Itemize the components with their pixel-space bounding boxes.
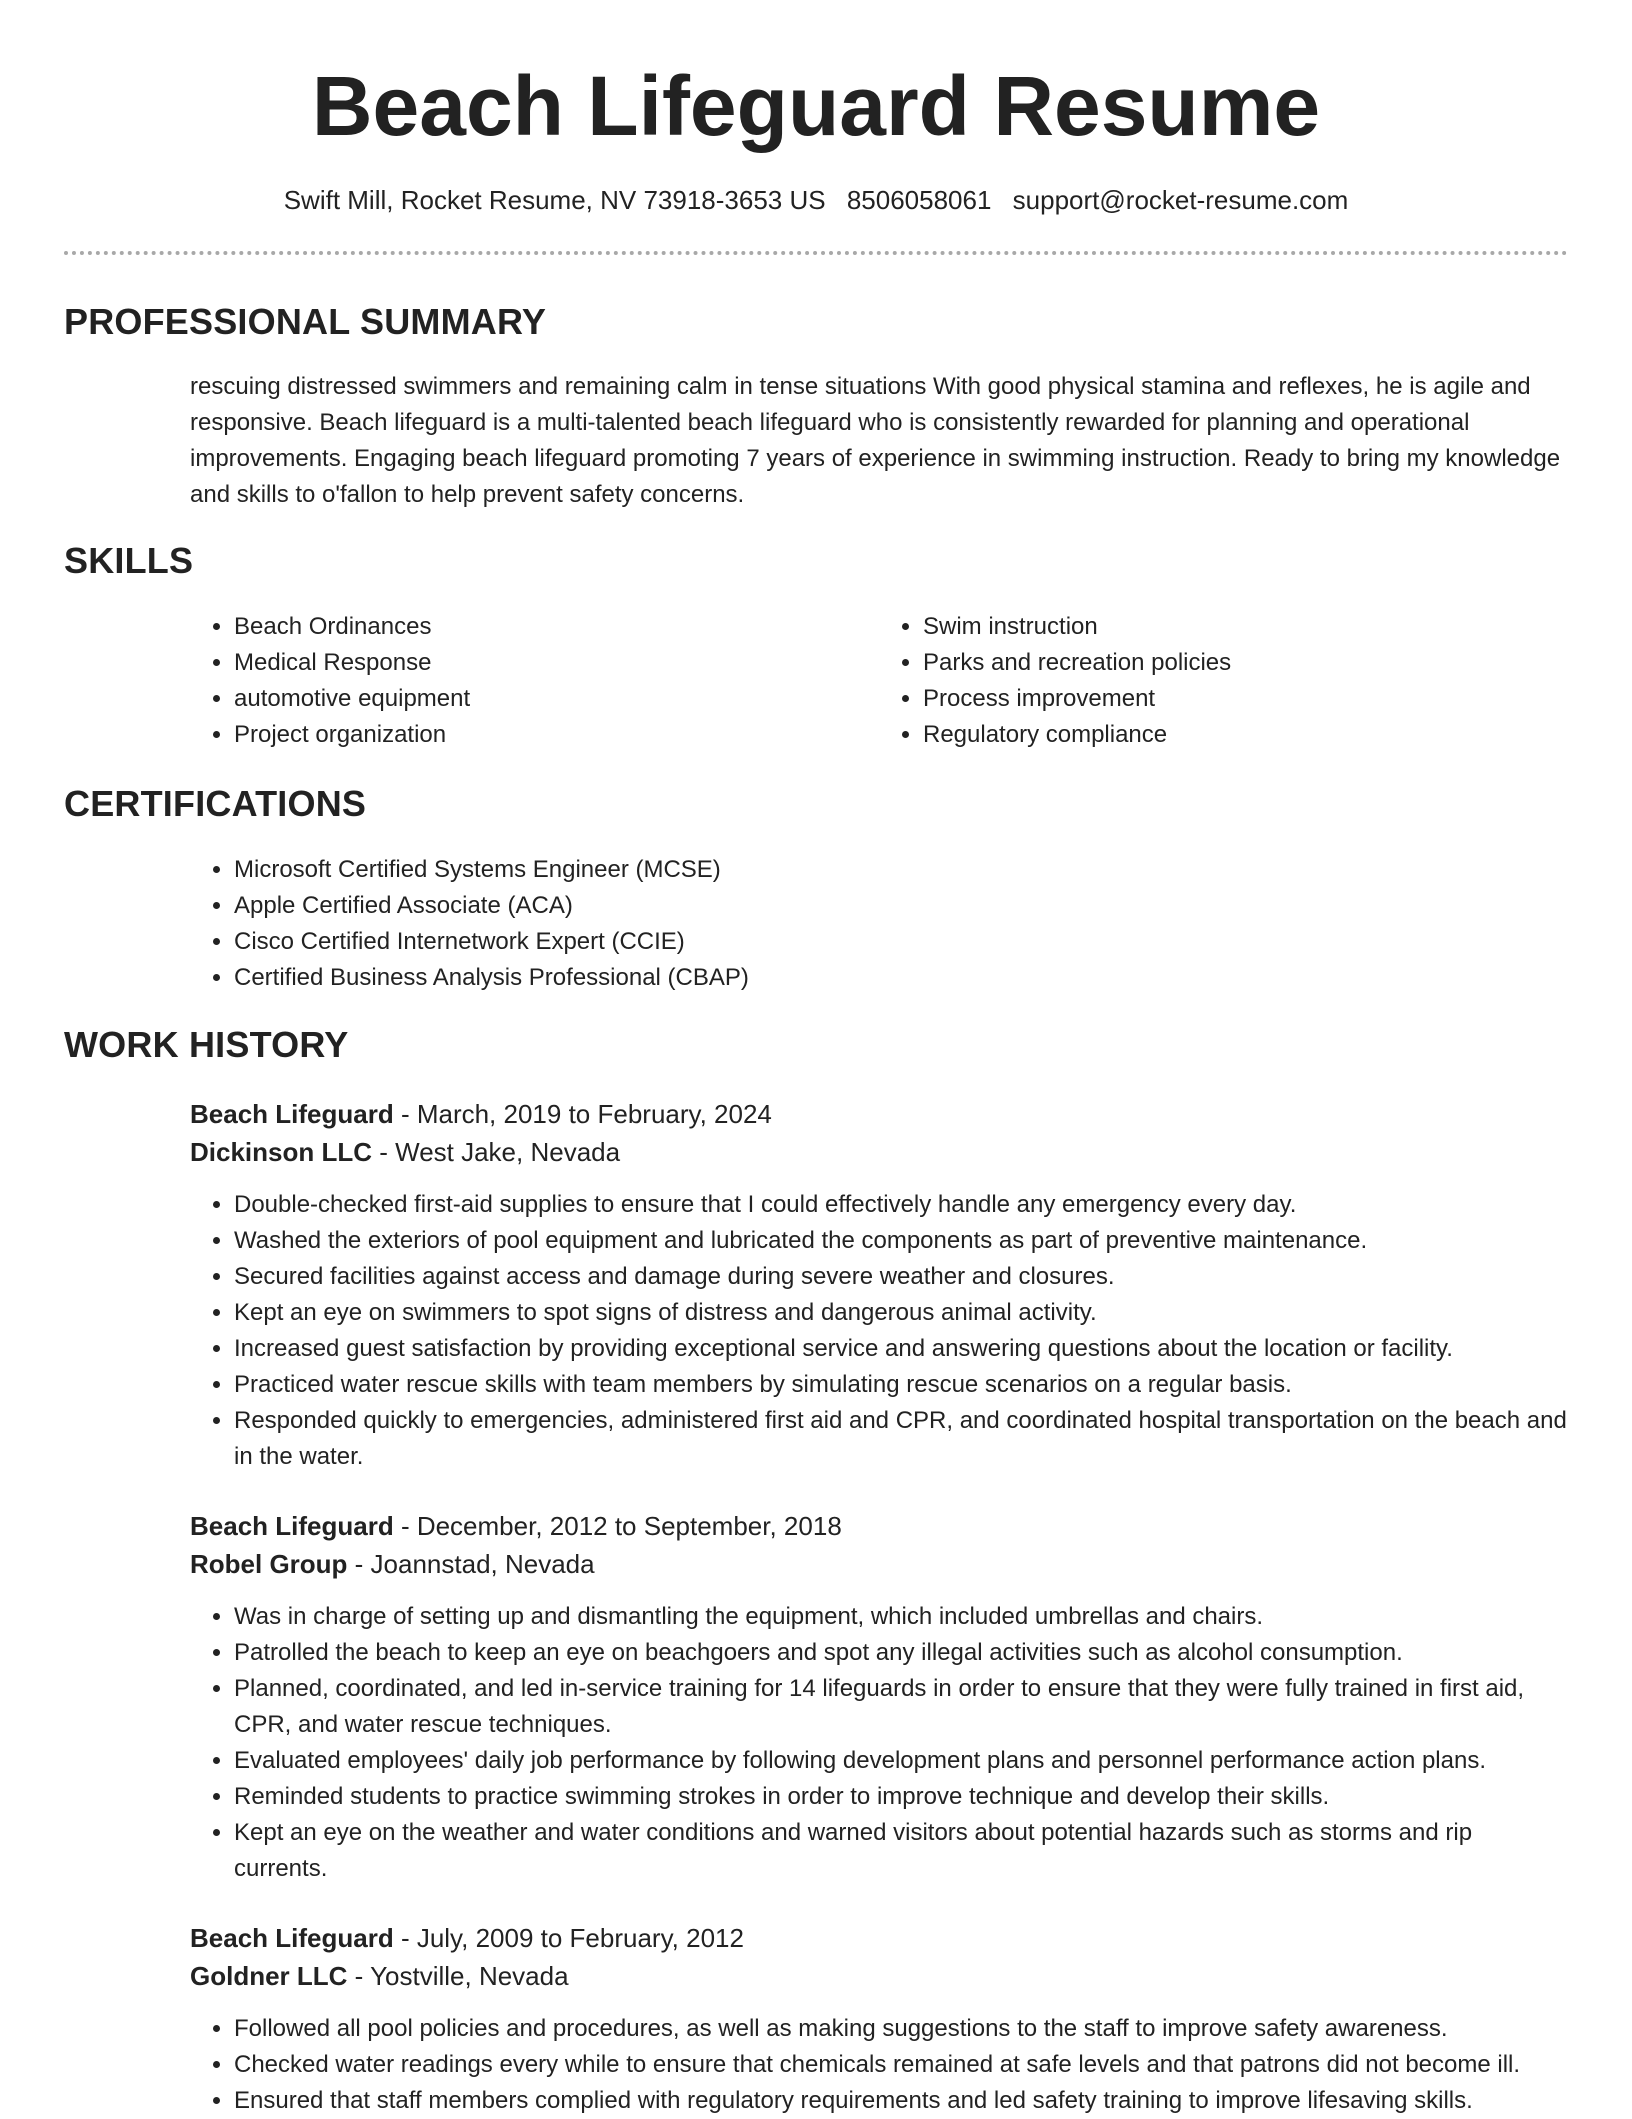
job-location: - Yostville, Nevada: [347, 1961, 569, 1991]
resume-title: Beach Lifeguard Resume: [311, 59, 1321, 153]
job-bullet: • Checked water readings every while to ensure that chemicals remained at safe levels and that patrons did not become ill.: [234, 2047, 1568, 2083]
job-bullet: • Practiced water rescue skills with team members by simulating rescue scenarios on a regular basis.: [234, 1367, 1568, 1403]
skills-column-left: [190, 609, 879, 753]
contact-phone: 8506058061: [846, 185, 992, 215]
job-bullet: • Responded quickly to emergencies, administered first aid and CPR, and coordinated hospital transportation on the beach and in the water.: [234, 1403, 1568, 1475]
skills-column-right: [879, 609, 1568, 753]
job-bullet: • Washed the exteriors of pool equipment and lubricated the components as part of preventive maintenance.: [234, 1223, 1568, 1259]
job-bullet: • Kept an eye on swimmers to spot signs of distress and dangerous animal activity.: [234, 1295, 1568, 1331]
job-dates: - December, 2012 to September, 2018: [393, 1511, 842, 1541]
section-title-certifications: CERTIFICATIONS: [64, 783, 367, 824]
job-position: Beach Lifeguard: [190, 1923, 394, 1953]
job-bullet: • Followed all pool policies and procedures, as well as making suggestions to the staff to improve safety awareness.: [234, 2011, 1568, 2047]
certification-item: • Microsoft Certified Systems Engineer (MCSE): [234, 852, 1568, 888]
skill-item: • Process improvement: [923, 681, 1568, 717]
header-divider: [64, 251, 1568, 255]
job-bullet: • Increased guest satisfaction by providing exceptional service and answering questions about the location or facility.: [234, 1331, 1568, 1367]
section-title-skills: SKILLS: [64, 540, 194, 581]
job-bullet: • Patrolled the beach to keep an eye on beachgoers and spot any illegal activities such as alcohol consumption.: [234, 1635, 1568, 1671]
certification-item: • Cisco Certified Internetwork Expert (CCIE): [234, 924, 1568, 960]
job-entry: [190, 1095, 1568, 1475]
job-company: Dickinson LLC: [190, 1137, 373, 1167]
skill-item: • Medical Response: [234, 645, 879, 681]
job-bullets: [190, 2011, 1568, 2119]
job-dates: - July, 2009 to February, 2012: [393, 1923, 744, 1953]
job-title-line: [190, 1095, 1568, 1133]
section-title-summary: PROFESSIONAL SUMMARY: [64, 301, 547, 342]
job-company: Robel Group: [190, 1549, 348, 1579]
job-company-line: [190, 1545, 1568, 1583]
certification-item: • Apple Certified Associate (ACA): [234, 888, 1568, 924]
job-position: Beach Lifeguard: [190, 1099, 394, 1129]
job-entry: [190, 1919, 1568, 2119]
job-bullet: • Kept an eye on the weather and water conditions and warned visitors about potential hazards such as storms and rip currents.: [234, 1815, 1568, 1887]
job-bullet: • Ensured that staff members complied with regulatory requirements and led safety training to improve lifesaving skills.: [234, 2083, 1568, 2119]
certification-item: • Certified Business Analysis Professional (CBAP): [234, 960, 1568, 996]
job-position: Beach Lifeguard: [190, 1511, 394, 1541]
job-bullet: • Was in charge of setting up and dismantling the equipment, which included umbrellas and chairs.: [234, 1599, 1568, 1635]
job-bullet: • Evaluated employees' daily job performance by following development plans and personnel performance action plans.: [234, 1743, 1568, 1779]
skill-item: • Parks and recreation policies: [923, 645, 1568, 681]
job-company-line: [190, 1133, 1568, 1171]
job-bullet: • Secured facilities against access and damage during severe weather and closures.: [234, 1259, 1568, 1295]
job-company: Goldner LLC: [190, 1961, 348, 1991]
job-dates: - March, 2019 to February, 2024: [393, 1099, 772, 1129]
job-title-line: [190, 1919, 1568, 1957]
skill-item: • Swim instruction: [923, 609, 1568, 645]
contact-line: [64, 182, 1568, 218]
job-entry: [190, 1507, 1568, 1887]
skills-grid: [190, 609, 1568, 753]
skill-item: • Beach Ordinances: [234, 609, 879, 645]
job-company-line: [190, 1957, 1568, 1995]
job-bullets: [190, 1187, 1568, 1475]
job-bullets: [190, 1599, 1568, 1887]
skill-item: • Regulatory compliance: [923, 717, 1568, 753]
section-title-work-history: WORK HISTORY: [64, 1024, 349, 1065]
job-bullet: • Reminded students to practice swimming strokes in order to improve technique and develop their skills.: [234, 1779, 1568, 1815]
job-bullet: • Double-checked first-aid supplies to ensure that I could effectively handle any emergency every day.: [234, 1187, 1568, 1223]
certifications-list: [190, 852, 1568, 996]
contact-email: support@rocket-resume.com: [1012, 185, 1349, 215]
contact-address: Swift Mill, Rocket Resume, NV 73918-3653 US: [283, 185, 826, 215]
job-title-line: [190, 1507, 1568, 1545]
skill-item: • Project organization: [234, 717, 879, 753]
summary-text: rescuing distressed swimmers and remaining calm in tense situations With good physical stamina and reflexes, he is agile and responsive. Beach lifeguard is a multi-talented beach lifeguard who is consistently rewarded for planning and operational improvements. Engaging beach lifeguard promoting 7 years of experience in swimming instruction. Ready to bring my knowledge and skills to o'fallon to help prevent safety concerns.: [190, 373, 1561, 508]
job-location: - Joannstad, Nevada: [347, 1549, 595, 1579]
job-bullet: • Planned, coordinated, and led in-service training for 14 lifeguards in order to ensure that they were fully trained in first aid, CPR, and water rescue techniques.: [234, 1671, 1568, 1743]
skill-item: • automotive equipment: [234, 681, 879, 717]
job-location: - West Jake, Nevada: [372, 1137, 621, 1167]
